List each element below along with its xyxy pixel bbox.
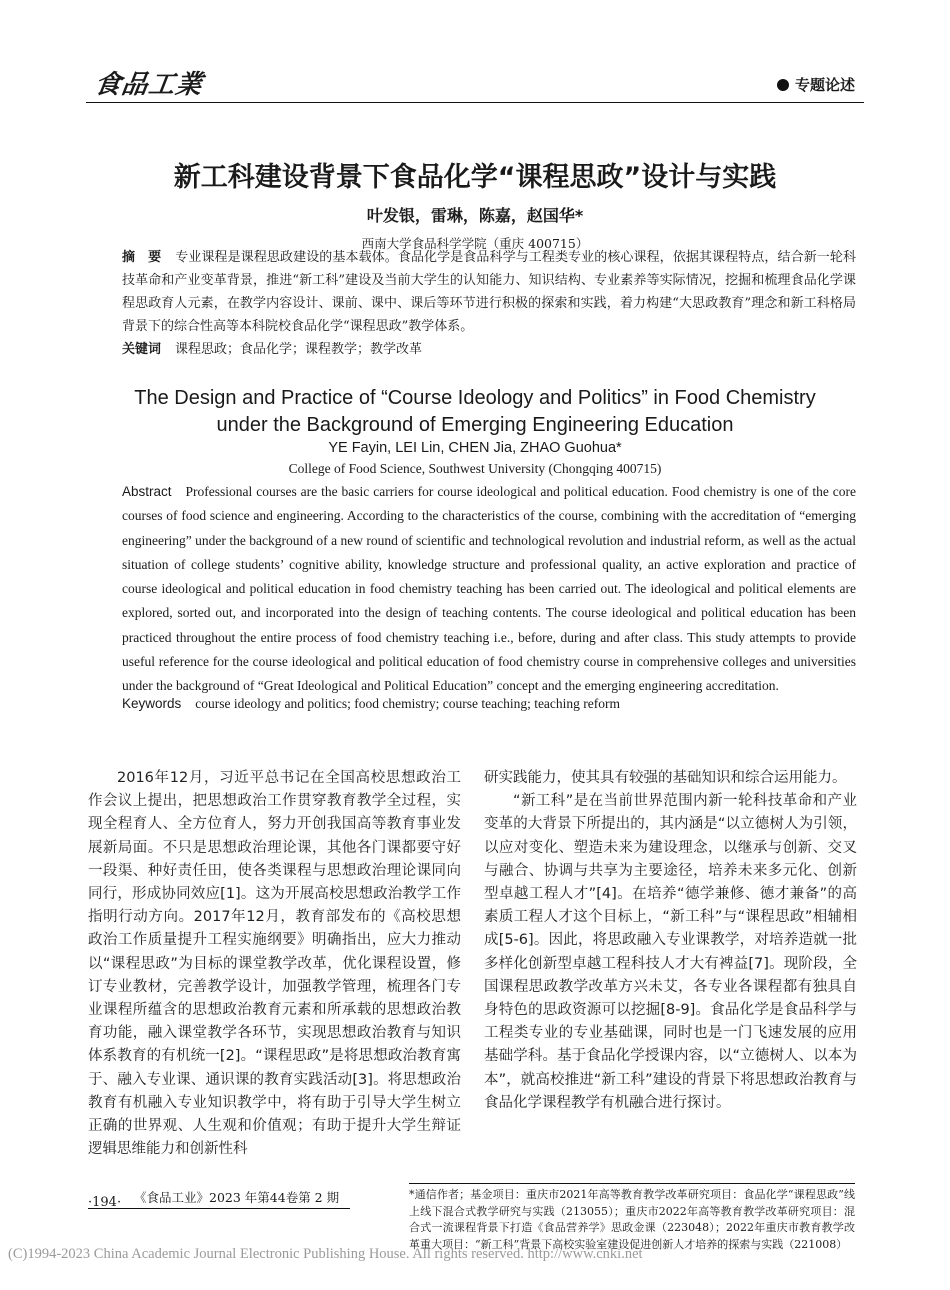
header-rule: [86, 102, 864, 103]
en-abstract-text: Professional courses are the basic carriers for course ideological and political education. Food chemistry is one of the core courses of food science and engineering. According to the characteristics of the course, combining with the accreditation of “emerging engineering” under the background of a new round of scientific and technological revolution and industrial reform, as well as the actual situation of college students’ cognitive ability, knowledge structure and professional quality, an active exploration and practice of course ideological and political education in food chemistry teaching has been carried out. The ideological and political elements are explored, sorted out, and incorporated into the design of teaching contents. The course ideological and political education has been practiced throughout the entire process of food chemistry teaching i.e., before, during and after class. This study attempts to provide useful reference for the course ideological and political education of food chemistry course in comprehensive colleges and universities under the background of “Great Ideological and Political Education” concept and the emerging engineering accreditation.: [122, 484, 856, 694]
footnote-rule: [409, 1183, 855, 1184]
footer-rule: [88, 1208, 350, 1209]
cn-affiliation: 西南大学食品科学学院（重庆 400715）: [361, 236, 589, 251]
en-affiliation: College of Food Science, Southwest University (Chongqing 400715): [288, 461, 662, 476]
cn-keywords-text: 课程思政；食品化学；课程教学；教学改革: [175, 342, 423, 357]
en-keywords-text: course ideology and politics; food chemistry; course teaching; teaching reform: [195, 696, 621, 711]
cn-abstract-label: 摘 要: [122, 250, 162, 265]
journal-logo: 食品工業: [92, 70, 205, 100]
bullet-icon: [777, 79, 789, 91]
en-keywords-label: Keywords: [122, 696, 182, 711]
section-label: [777, 74, 855, 95]
en-title: [0, 385, 950, 439]
journal-issue: 《食品工业》2023 年第44卷第 2 期: [134, 1190, 340, 1205]
en-title-line2: under the Background of Emerging Engineering Education: [216, 414, 734, 436]
section-label-text: 专题论述: [794, 76, 855, 94]
en-abstract: [122, 480, 856, 699]
cn-title: 新工科建设背景下食品化学“课程思政”设计与实践: [173, 162, 777, 193]
paragraph: 研实践能力，使其具有较强的基础知识和综合运用能力。: [484, 770, 847, 786]
page-number: ·194·: [88, 1195, 122, 1210]
cn-authors: 叶发银，雷琳，陈嘉，赵国华*: [366, 206, 584, 225]
cn-abstract-text: 专业课程是课程思政建设的基本载体。食品化学是食品科学与工程类专业的核心课程，依据其课程特点，结合新一轮科技革命和产业变革背景，推进“新工科”建设及当前大学生的认知能力、知识结构、专业素养等实际情况，挖掘和梳理食品化学课程思政育人元素，在教学内容设计、课前、课中、课后等环节进行积极的探索和实践，着力构建“大思政教育”理念和新工科格局背景下的综合性高等本科院校食品化学“课程思政”教学体系。: [122, 250, 856, 334]
en-authors: YE Fayin, LEI Lin, CHEN Jia, ZHAO Guohua*: [328, 440, 622, 456]
en-title-line1: The Design and Practice of “Course Ideology and Politics” in Food Chemistry: [134, 387, 816, 409]
cn-keywords: [122, 338, 856, 361]
cn-keywords-label: 关键词: [122, 342, 162, 357]
paragraph: 2016年12月，习近平总书记在全国高校思想政治工作会议上提出，把思想政治工作贯穿教育教学全过程，实现全程育人、全方位育人，努力开创我国高等教育事业发展新局面。不只是思想政治理论课，其他各门课都要守好一段渠、种好责任田，使各类课程与思想政治理论课同向同行，形成协同效应[1]。这为开展高校思想政治教学工作指明行动方向。2017年12月，教育部发布的《高校思想政治工作质量提升工程实施纲要》明确指出，应大力推动以“课程思政”为目标的课堂教学改革，优化课程设置，修订专业教材，完善教学设计，加强教学管理，梳理各门专业课程所蕴含的思想政治教育元素和所承载的思想政治教育功能，融入课堂教学各环节，实现思想政治教育与知识体系教育的有机统一[2]。“课程思政”是将思想政治教育寓于、融入专业课、通识课的教育实践活动[3]。将思想政治教育有机融入专业知识教学中，将有助于引导大学生树立正确的世界观、人生观和价值观；有助于提升大学生辩证逻辑思维能力和创新性科: [88, 770, 461, 1158]
footnote: *通信作者；基金项目：重庆市2021年高等教育教学改革研究项目：食品化学“课程思政”线上线下混合式教学研究与实践（213055）；重庆市2022年高等教育教学改革研究项目：混合式一流课程背景下打造《食品营养学》思政金课（223048）；2022年重庆市教育教学改革重大项目：“新工科”背景下高校实验室建设促进创新人才培养的探索与实践（221008）: [409, 1188, 855, 1251]
body-column-left: [88, 767, 461, 1161]
cn-abstract: [122, 246, 856, 338]
paragraph: “新工科”是在当前世界范围内新一轮科技革命和产业变革的大背景下所提出的，其内涵是“以立德树人为引领，以应对变化、塑造未来为建设理念，以继承与创新、交叉与融合、协调与共享为主要途径，培养未来多元化、创新型卓越工程人才”[4]。在培养“德学兼修、德才兼备”的高素质工程人才这个目标上，“新工科”与“课程思政”相辅相成[5-6]。因此，将思政融入专业课教学，对培养造就一批多样化创新型卓越工程科技人才大有裨益[7]。现阶段，全国课程思政教学改革方兴未艾，各专业各课程都有独具自身特色的思政资源可以挖掘[8-9]。食品化学是食品科学与工程类专业的专业基础课，同时也是一门飞速发展的应用基础学科。基于食品化学授课内容，以“立德树人、以本为本”，就高校推进“新工科”建设的背景下将思想政治教育与食品化学课程教学有机融合进行探讨。: [484, 793, 857, 1111]
en-abstract-label: Abstract: [122, 484, 172, 499]
body-column-right: [484, 767, 857, 1115]
watermark: (C)1994-2023 China Academic Journal Electronic Publishing House. All rights reserved. http://www.cnki.net: [8, 1246, 643, 1262]
en-keywords: [122, 696, 856, 712]
